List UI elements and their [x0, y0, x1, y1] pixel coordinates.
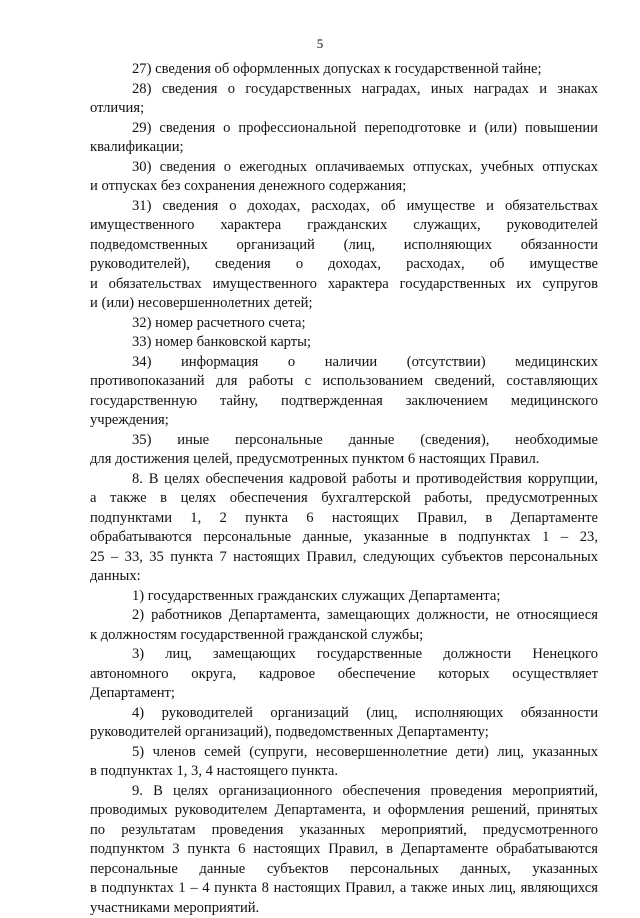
text-line: государственную тайну, подтвержденная заключением медицинского — [90, 392, 598, 412]
paragraph — [90, 80, 598, 119]
text-line: 9. В целях организационного обеспечения проведения мероприятий, — [90, 782, 598, 802]
text-line: 1) государственных гражданских служащих Департамента; — [90, 587, 598, 607]
text-line: руководителей организаций), подведомственных Департаменту; — [90, 723, 598, 743]
text-line: подведомственных организаций (лиц, исполняющих обязанности — [90, 236, 598, 256]
text-line: автономного округа, кадровое обеспечение которых осуществляет — [90, 665, 598, 685]
text-line: подпунктом 3 пункта 6 настоящих Правил, в Департаменте обрабатываются — [90, 840, 598, 860]
text-line: учреждения; — [90, 411, 598, 431]
paragraph — [90, 704, 598, 743]
text-line: 33) номер банковской карты; — [90, 333, 598, 353]
text-line: подпунктами 1, 2 пункта 6 настоящих Правил, в Департаменте — [90, 509, 598, 529]
text-line: 2) работников Департамента, замещающих должности, не относящиеся — [90, 606, 598, 626]
paragraph — [90, 158, 598, 197]
text-line: имущественного характера гражданских служащих, руководителей — [90, 216, 598, 236]
text-line: противопоказаний для работы с использованием сведений, составляющих — [90, 372, 598, 392]
text-line: 32) номер расчетного счета; — [90, 314, 598, 334]
text-line: и отпусках без сохранения денежного содержания; — [90, 177, 598, 197]
document-body — [90, 60, 598, 918]
text-line: 28) сведения о государственных наградах, иных наградах и знаках — [90, 80, 598, 100]
text-line: 5) членов семей (супруги, несовершеннолетние дети) лиц, указанных — [90, 743, 598, 763]
paragraph — [90, 353, 598, 431]
text-line: 25 – 33, 35 пункта 7 настоящих Правил, следующих субъектов персональных — [90, 548, 598, 568]
text-line: 8. В целях обеспечения кадровой работы и противодействия коррупции, — [90, 470, 598, 490]
text-line: а также в целях обеспечения бухгалтерской работы, предусмотренных — [90, 489, 598, 509]
text-line: данных: — [90, 567, 598, 587]
paragraph — [90, 60, 598, 80]
paragraph — [90, 587, 598, 607]
paragraph — [90, 314, 598, 334]
text-line: участниками мероприятий. — [90, 899, 598, 918]
text-line: 27) сведения об оформленных допусках к государственной тайне; — [90, 60, 598, 80]
paragraph — [90, 197, 598, 314]
text-line: персональные данные субъектов персональных данных, указанных — [90, 860, 598, 880]
text-line: в подпунктах 1 – 4 пункта 8 настоящих Правил, а также иных лиц, являющихся — [90, 879, 598, 899]
text-line: 30) сведения о ежегодных оплачиваемых отпусках, учебных отпусках — [90, 158, 598, 178]
paragraph — [90, 333, 598, 353]
text-line: для достижения целей, предусмотренных пунктом 6 настоящих Правил. — [90, 450, 598, 470]
text-line: отличия; — [90, 99, 598, 119]
text-line: по результатам проведения указанных мероприятий, предусмотренного — [90, 821, 598, 841]
text-line: обрабатываются персональные данные, указанные в подпунктах 1 – 23, — [90, 528, 598, 548]
text-line: к должностям государственной гражданской службы; — [90, 626, 598, 646]
text-line: квалификации; — [90, 138, 598, 158]
paragraph — [90, 606, 598, 645]
paragraph — [90, 119, 598, 158]
text-line: 35) иные персональные данные (сведения), необходимые — [90, 431, 598, 451]
paragraph — [90, 743, 598, 782]
text-line: 29) сведения о профессиональной переподготовке и (или) повышении — [90, 119, 598, 139]
text-line: и обязательствах имущественного характера государственных их супругов — [90, 275, 598, 295]
text-line: проводимых руководителем Департамента, и оформления решений, принятых — [90, 801, 598, 821]
page-number: 5 — [0, 36, 640, 52]
text-line: Департамент; — [90, 684, 598, 704]
text-line: 31) сведения о доходах, расходах, об имуществе и обязательствах — [90, 197, 598, 217]
text-line: 3) лиц, замещающих государственные должности Ненецкого — [90, 645, 598, 665]
paragraph — [90, 470, 598, 587]
text-line: руководителей), сведения о доходах, расходах, об имуществе — [90, 255, 598, 275]
paragraph — [90, 431, 598, 470]
text-line: и (или) несовершеннолетних детей; — [90, 294, 598, 314]
text-line: 4) руководителей организаций (лиц, исполняющих обязанности — [90, 704, 598, 724]
paragraph — [90, 645, 598, 704]
paragraph — [90, 782, 598, 918]
text-line: в подпунктах 1, 3, 4 настоящего пункта. — [90, 762, 598, 782]
text-line: 34) информация о наличии (отсутствии) медицинских — [90, 353, 598, 373]
